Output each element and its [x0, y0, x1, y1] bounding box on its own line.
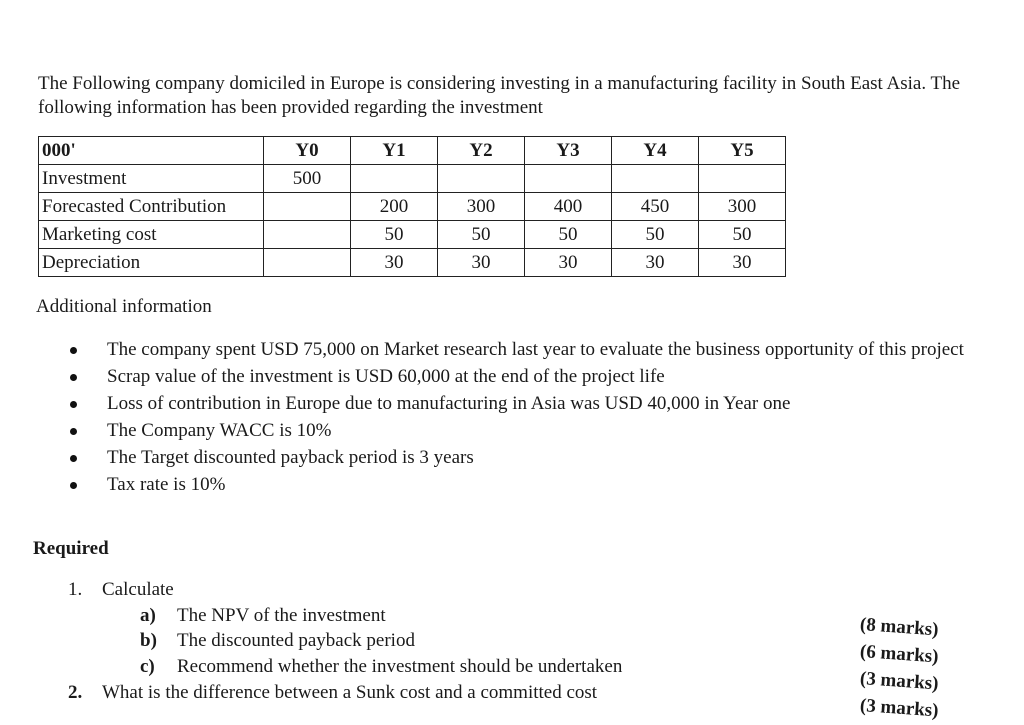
- list-item: Scrap value of the investment is USD 60,000 at the end of the project life: [70, 365, 970, 389]
- table-header-cell: 000': [39, 137, 264, 165]
- table-cell: 50: [612, 221, 699, 249]
- question-1b: [140, 629, 415, 653]
- list-item: The Company WACC is 10%: [70, 419, 970, 443]
- table-cell: 50: [351, 221, 438, 249]
- additional-info-list: [70, 338, 970, 500]
- table-cell: 30: [351, 249, 438, 277]
- marks-label: (3 marks): [859, 695, 940, 722]
- question-1c: [140, 655, 622, 679]
- table-cell: 50: [438, 221, 525, 249]
- table-cell: 200: [351, 193, 438, 221]
- table-cell: [264, 221, 351, 249]
- question-1: [68, 578, 174, 602]
- table-cell: 30: [438, 249, 525, 277]
- table-cell: [525, 165, 612, 193]
- table-cell: [264, 193, 351, 221]
- table-header-cell: Y4: [612, 137, 699, 165]
- row-label: Investment: [39, 165, 264, 193]
- question-text: What is the difference between a Sunk cost and a committed cost: [102, 682, 598, 703]
- part-text: The NPV of the investment: [177, 605, 386, 626]
- table-header-cell: Y1: [351, 137, 438, 165]
- table-cell: [699, 165, 786, 193]
- part-label: b): [140, 630, 157, 651]
- list-item: The Target discounted payback period is 3 years: [70, 446, 970, 470]
- part-text: Recommend whether the investment should be undertaken: [177, 656, 623, 677]
- required-heading: Required: [33, 538, 109, 559]
- table-cell: 300: [438, 193, 525, 221]
- table-row: [39, 193, 786, 221]
- row-label: Forecasted Contribution: [39, 193, 264, 221]
- table-cell: 450: [612, 193, 699, 221]
- marks-label: (8 marks): [859, 614, 940, 641]
- intro-paragraph: The Following company domiciled in Europe is considering investing in a manufacturing facility in South East Asia. The following information has been provided regarding the investment: [38, 73, 961, 118]
- table-header-cell: Y5: [699, 137, 786, 165]
- table-cell: 30: [525, 249, 612, 277]
- table-row: [39, 221, 786, 249]
- table-row: [39, 165, 786, 193]
- part-label: a): [140, 605, 156, 626]
- table-cell: [612, 165, 699, 193]
- table-header-cell: Y2: [438, 137, 525, 165]
- table-cell: 30: [612, 249, 699, 277]
- question-2: [68, 681, 597, 705]
- table-cell: 50: [699, 221, 786, 249]
- table-cell: [438, 165, 525, 193]
- question-1a: [140, 604, 386, 628]
- question-text: Calculate: [102, 579, 174, 600]
- question-number: 2.: [68, 682, 83, 703]
- table-cell: 30: [699, 249, 786, 277]
- part-label: c): [140, 656, 155, 677]
- table-header-row: [39, 137, 786, 165]
- investment-table: [38, 136, 786, 277]
- part-text: The discounted payback period: [177, 630, 415, 651]
- table-header-cell: Y0: [264, 137, 351, 165]
- table-cell: 500: [264, 165, 351, 193]
- row-label: Marketing cost: [39, 221, 264, 249]
- table-cell: [351, 165, 438, 193]
- list-item: Tax rate is 10%: [70, 473, 970, 497]
- table-row: [39, 249, 786, 277]
- table-cell: [264, 249, 351, 277]
- table-cell: 300: [699, 193, 786, 221]
- list-item: Loss of contribution in Europe due to manufacturing in Asia was USD 40,000 in Year one: [70, 392, 970, 416]
- question-number: 1.: [68, 579, 83, 600]
- list-item: The company spent USD 75,000 on Market research last year to evaluate the business opportunity of this project: [70, 338, 970, 362]
- marks-label: (3 marks): [859, 668, 940, 695]
- marks-label: (6 marks): [859, 641, 940, 668]
- row-label: Depreciation: [39, 249, 264, 277]
- table-header-cell: Y3: [525, 137, 612, 165]
- additional-info-heading: Additional information: [36, 296, 212, 317]
- table-cell: 50: [525, 221, 612, 249]
- table-cell: 400: [525, 193, 612, 221]
